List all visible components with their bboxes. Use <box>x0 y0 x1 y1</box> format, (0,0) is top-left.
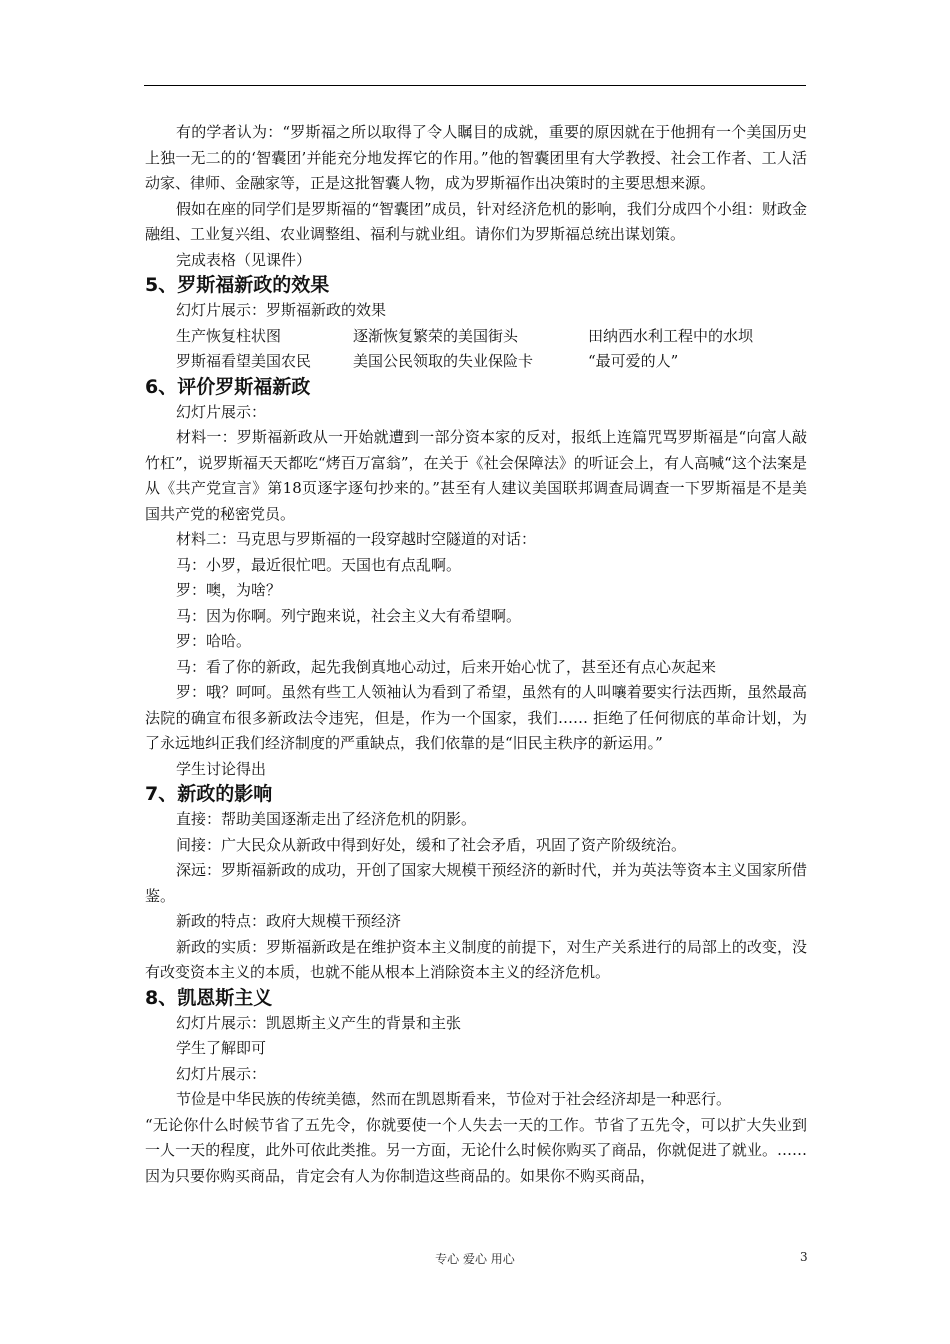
paragraph: 学生了解即可 <box>176 1039 267 1057</box>
paragraph: 直接：帮助美国逐渐走出了经济危机的阴影。 <box>176 810 477 828</box>
section-heading-8: 8、凯恩斯主义 <box>145 986 273 1009</box>
paragraph: 节俭是中华民族的传统美德，然而在凯恩斯看来，节俭对于社会经济却是一种恶行。 <box>176 1090 732 1108</box>
paragraph: 新政的实质：罗斯福新政是在维护资本主义制度的前提下，对生产关系进行的局部上的改变，没有改变资本主义的本质，也就不能从根本上消除资本主义的经济危机。 <box>145 937 807 981</box>
slide-item: 美国公民领取的失业保险卡 <box>353 352 534 370</box>
section-heading-7: 7、新政的影响 <box>145 783 273 805</box>
dialogue-line: 罗：哈哈。 <box>176 632 252 650</box>
slide-item: “最可爱的人” <box>588 352 679 370</box>
footer-motto: 专心 爱心 用心 <box>435 1252 515 1266</box>
section-heading-5: 5、罗斯福新政的效果 <box>145 274 330 296</box>
section-heading-6: 6、评价罗斯福新政 <box>145 375 311 398</box>
paragraph: 材料一：罗斯福新政从一开始就遭到一部分资本家的反对，报纸上连篇咒骂罗斯福是“向富人敲竹杠”，说罗斯福天天都吃“烤百万富翁”，在关于《社会保障法》的听证会上，有人高喊“这个法案是从《共产党宣言》第18页逐字逐句抄来的。”甚至有人建议美国联邦调查局调查一下罗斯福是不是美国共产党的秘密党员。 <box>145 428 807 523</box>
paragraph: 完成表格（见课件） <box>176 250 312 269</box>
paragraph: 有的学者认为：“罗斯福之所以取得了令人瞩目的成就，重要的原因就在于他拥有一个美国历史上独一无二的的‘智囊团’并能充分地发挥它的作用。”他的智囊团里有大学教授、社会工作者、工人活动家、律师、金融家等，正是这批智囊人物，成为罗斯福作出决策时的主要思想来源。 <box>145 123 807 192</box>
paragraph: 幻灯片展示： <box>176 1064 267 1083</box>
dialogue-line: 马：因为你啊。列宁跑来说，社会主义大有希望啊。 <box>176 606 522 625</box>
paragraph: 间接：广大民众从新政中得到好处，缓和了社会矛盾，巩固了资产阶级统治。 <box>176 835 687 854</box>
paragraph: 幻灯片展示： <box>176 402 267 421</box>
dialogue-line: 罗：哦？呵呵。虽然有些工人领袖认为看到了希望，虽然有的人叫嚷着要实行法西斯，虽然最高法院的确宣布很多新政法令违宪，但是，作为一个国家，我们…… 拒绝了任何彻底的革命计划，为了永远地纠正我们经济制度的严重缺点，我们依靠的是“旧民主秩序的新运用。” <box>145 683 807 752</box>
slide-item: 罗斯福看望美国农民 <box>176 352 312 370</box>
dialogue-line: 马：小罗，最近很忙吧。天国也有点乱啊。 <box>176 555 462 574</box>
paragraph: 深远：罗斯福新政的成功，开创了国家大规模干预经济的新时代，并为英法等资本主义国家所借鉴。 <box>145 861 807 905</box>
paragraph: 幻灯片展示：罗斯福新政的效果 <box>176 301 387 319</box>
slide-items-row <box>145 349 807 375</box>
slide-item: 田纳西水利工程中的水坝 <box>588 326 754 345</box>
document-body <box>145 120 807 1189</box>
paragraph: 材料二：马克思与罗斯福的一段穿越时空隧道的对话： <box>176 530 537 548</box>
slide-items-row <box>145 324 807 350</box>
quote-paragraph: “无论你什么时候节省了五先令，你就要使一个人失去一天的工作。节省了五先令，可以扩大失业到一人一天的程度，此外可依此类推。另一方面，无论什么时候你购买了商品，你就促进了就业。……因为只要你购买商品，肯定会有人为你制造这些商品的。如果你不购买商品， <box>145 1115 807 1185</box>
paragraph: 幻灯片展示：凯恩斯主义产生的背景和主张 <box>176 1013 462 1032</box>
paragraph: 新政的特点：政府大规模干预经济 <box>176 912 402 930</box>
dialogue-line: 马：看了你的新政，起先我倒真地心动过，后来开始心忧了，甚至还有点心灰起来 <box>176 657 717 676</box>
paragraph: 学生讨论得出 <box>176 759 267 778</box>
dialogue-line: 罗：噢，为啥？ <box>176 581 282 599</box>
page-number: 3 <box>800 1250 808 1264</box>
slide-item: 逐渐恢复繁荣的美国街头 <box>353 326 519 345</box>
header-rule <box>144 85 806 86</box>
slide-item: 生产恢复柱状图 <box>176 326 282 345</box>
paragraph: 假如在座的同学们是罗斯福的“智囊团”成员，针对经济危机的影响，我们分成四个小组：财政金融组、工业复兴组、农业调整组、福利与就业组。请你们为罗斯福总统出谋划策。 <box>145 199 807 243</box>
